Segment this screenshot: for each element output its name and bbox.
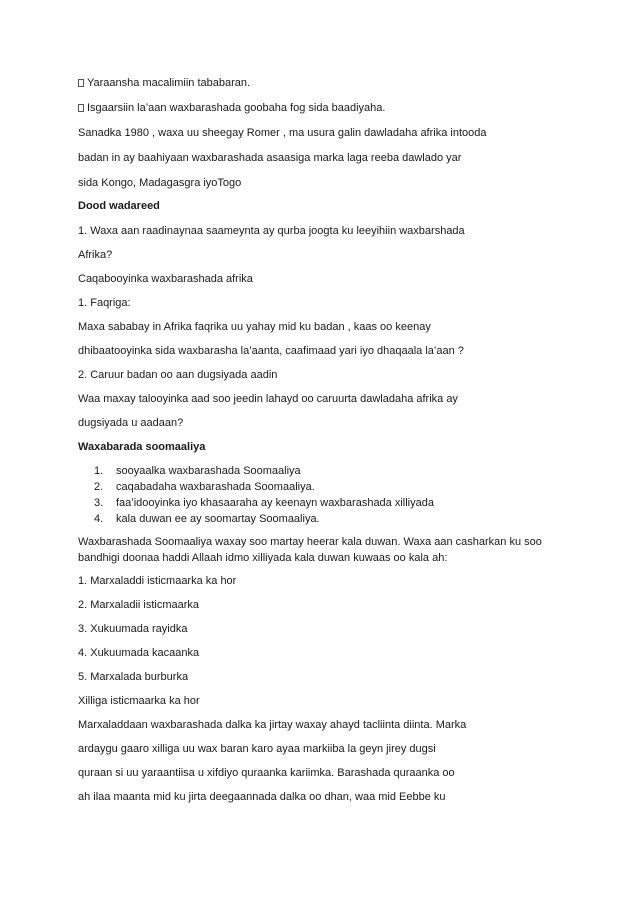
paragraph: Waxbarashada Soomaaliya waxay soo martay heerar kala duwan. Waxa aan casharkan ku soo bandhigi doonaa haddi Allaah idmo xilliyada kala duwan kuwaas oo kala ah: [78,536,542,564]
list-item [94,512,320,526]
text-line: 5. Marxalada burburka [78,671,189,683]
text-line: quraan si uu yaraantiisa u xifdiyo quraanka kariimka. Barashada quraanka oo [78,767,455,779]
section-heading: Waxabarada soomaaliya [78,441,206,453]
text-line: 4. Xukuumada kacaanka [78,647,200,659]
bullet-text: Isgaarsiin la’aan waxbarashada goobaha fog sida baadiyaha. [87,102,386,114]
list-number: 1. [94,465,104,477]
text-line: Waa maxay talooyinka aad soo jeedin lahayd oo caruurta dawladaha afrika ay [78,393,458,405]
text-line: dugsiyada u aadaan? [78,417,184,429]
text-line: Maxa sababay in Afrika faqrika uu yahay mid ku badan , kaas oo keenay [78,321,431,333]
text-line: sida Kongo, Madagasgra iyoTogo [78,177,242,189]
text-line: ah ilaa maanta mid ku jirta deegaannada dalka oo dhan, waa mid Eebbe ku [78,791,446,803]
text-line: 2. Caruur badan oo aan dugsiyada aadin [78,369,278,381]
list-number: 3. [94,497,104,509]
text-line: Sanadka 1980 , waxa uu sheegay Romer , ma usura galin dawladaha afrika intooda [78,127,487,139]
text-line: Xilliga isticmaarka ka hor [78,695,200,707]
bullet-line [78,101,385,115]
list-item [94,480,315,494]
text-line: 1. Waxa aan raadinaynaa saameynta ay qurba joogta ku leeyihiin waxbarshada [78,225,465,237]
list-text: caqabadaha waxbarashada Soomaaliya. [116,481,315,493]
text-line: Afrika? [78,249,113,261]
text-line: 1. Faqriga: [78,297,131,309]
list-number: 4. [94,513,104,525]
list-text: faa’idooyinka iyo khasaaraha ay keenayn waxbarashada xilliyada [116,497,434,509]
list-item [94,496,434,510]
list-number: 2. [94,481,104,493]
bullet-line [78,76,250,90]
bullet-text: Yaraansha macalimiin tababaran. [87,77,251,89]
text-line: 2. Marxaladii isticmaarka [78,599,200,611]
text-line: 1. Marxaladdi isticmaarka ka hor [78,575,237,587]
text-line: Marxaladdaan waxbarashada dalka ka jirtay waxay ahayd tacliinta diinta. Marka [78,719,467,731]
text-line: dhibaatooyinka sida waxbarasha la’aanta, caafimaad yari iyo dhaqaala la’aan ? [78,345,464,357]
text-line: ardaygu gaaro xilliga uu wax baran karo ayaa markiiba la geyn jirey dugsi [78,743,436,755]
list-text: sooyaalka waxbarashada Soomaaliya [116,465,301,477]
text-line: badan in ay baahiyaan waxbarashada asaasiga marka laga reeba dawlado yar [78,152,462,164]
missing-glyph-icon [78,104,84,112]
list-text: kala duwan ee ay soomartay Soomaaliya. [116,513,320,525]
missing-glyph-icon [78,79,84,87]
section-heading: Dood wadareed [78,200,160,212]
list-item [94,464,301,478]
text-line: 3. Xukuumada rayidka [78,623,188,635]
text-line: Caqabooyinka waxbarashada afrika [78,273,253,285]
